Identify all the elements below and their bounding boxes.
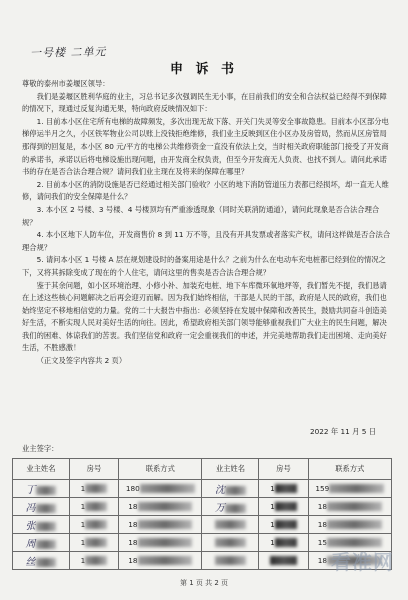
issue-1-paragraph: 1. 目前本小区住宅所有电梯的故障频发，多次出现无故下落、开关门失灵等安全事故隐患。目前本小区部分电梯停运半月之久，小区铁军物业公司以账上没钱拒绝维修，我们业主反映到区住小区办及房管局，然而从区房管局那得到的回复是，本小区 80 元/平方的电梯公共维修资金一直没有依法上交，当时相关政府职能部门接受了开发商的承诺书，承诺以后将电梯设施出现问题，由开发商全权负责，但至今开发商无人负责、也找不到人。请问此承诺书的存在是否合法合理合规？请问我们业主现在及将来的保障在哪里？ <box>22 116 389 177</box>
owner-name-cell <box>202 516 259 534</box>
contact-cell: 15 <box>308 534 391 552</box>
table-row <box>13 480 392 498</box>
redacted-text <box>85 520 107 529</box>
owner-name-cell <box>202 552 259 570</box>
redacted-text <box>36 558 57 567</box>
redacted-text <box>36 522 57 531</box>
redacted-text <box>138 556 193 565</box>
site-watermark: 看准网 <box>331 550 394 574</box>
issue-2-paragraph: 2. 目前本小区的消防设施是否已经通过相关部门验收？小区的地下消防管道压力表都已经损坏，却一直无人维修，请问我们的安全保障是什么？ <box>22 179 389 202</box>
room-cell <box>259 552 308 570</box>
redacted-text <box>138 502 193 511</box>
contact-cell: 18 <box>119 498 202 516</box>
redacted-text <box>225 486 246 495</box>
redacted-text <box>85 484 107 493</box>
owner-name-cell: 张 <box>13 516 70 534</box>
contact-cell: 159 <box>308 480 391 498</box>
redacted-text <box>85 538 107 547</box>
contact-cell: 18 <box>119 534 202 552</box>
redacted-text <box>140 484 195 493</box>
issue-3-paragraph: 3. 本小区 2 号楼、3 号楼、4 号楼顶均有严重渗透现象（同时关联消防通道），请问此现象是否合法合理合规？ <box>22 204 380 227</box>
redacted-text <box>327 520 382 529</box>
header-owner-name: 业主姓名 <box>202 459 259 480</box>
room-cell: 1 <box>259 498 308 516</box>
redacted-text <box>36 504 57 513</box>
room-cell: 1 <box>259 480 308 498</box>
redacted-text <box>138 538 193 547</box>
room-cell: 1 <box>69 498 118 516</box>
header-contact: 联系方式 <box>119 459 202 480</box>
owner-name-cell <box>202 534 259 552</box>
table-row <box>13 516 392 534</box>
issue-4-paragraph: 4. 本小区地下人防车位，开发商售价 8 到 11 万不等，且没有开具发票或者落实产权，请问这样做是否合法合理合规？ <box>22 230 391 252</box>
room-cell: 1 <box>69 480 118 498</box>
redacted-text <box>275 484 297 493</box>
owner-name-cell: 沈 <box>202 480 259 498</box>
contact-cell: 180 <box>119 480 202 498</box>
conclusion-paragraph: 鉴于其余问题，如小区环境治理、小修小补、加装充电桩、地下车库微环氧地坪等，我们暂先不提，我们恳请在上述这些核心问题解决之后再会迎刃而解。因为我们始终相信，干部是人民的干部，政府是人民的政府，我们也始终坚定不移地相信党的力量。党的二十大报告中指出：必须坚持在发展中保障和改善民生，鼓励共同奋斗创造美好生活，不断实现人民对美好生活的向往。因此，希望政府相关部门领导能够重视我们广大业主的民生问题，解决我们的困难、体谅我们的苦衷。我们坚信党和政府一定会重视我们的申述，并完美地帮助我们走出困境、走向美好生活，不胜感激！ <box>22 280 387 353</box>
redacted-text <box>225 504 246 513</box>
intro-paragraph: 我们是姜堰区胜利华庭的业主，习总书记多次强调民生无小事，在目前我们的安全和合法权益已经得不到保障的情况下，现通过反复沟通无果，特向政府反映情况如下： <box>22 91 387 114</box>
page-footer: 第 1 页 共 2 页 <box>179 579 229 587</box>
header-room-number: 房号 <box>259 459 308 480</box>
document-body <box>22 78 392 368</box>
owner-name-cell: 周 <box>13 534 70 552</box>
redacted-text <box>327 502 382 511</box>
room-cell: 1 <box>259 516 308 534</box>
redacted-text <box>85 556 107 565</box>
salutation: 尊敬的泰州市姜堰区领导： <box>22 79 110 88</box>
document-title: 申 诉 书 <box>169 62 239 77</box>
contact-cell: 18 <box>308 498 391 516</box>
signature-label: 业主签字： <box>22 444 59 453</box>
owner-name-cell: 冯 <box>13 498 70 516</box>
room-cell: 1 <box>259 534 308 552</box>
contact-cell: 18 <box>308 516 391 534</box>
page-count-note: （正文及签字内容共 2 页） <box>36 356 127 366</box>
redacted-text <box>36 486 57 495</box>
redacted-text <box>329 484 384 493</box>
room-cell: 1 <box>69 552 118 570</box>
owner-name-cell: 丝 <box>13 552 70 570</box>
table-row <box>13 498 392 516</box>
issue-5-paragraph: 5. 请问本小区 1 号楼 A 层在规划建设时的备案用途是什么？之前为什么在电动车充电桩都已经到位的情况之下，又将其拆除变成了现在的个人住宅，请问这里的售卖是否合法合理合规？ <box>22 255 386 277</box>
contact-cell: 18 <box>119 552 202 570</box>
header-contact: 联系方式 <box>308 459 391 480</box>
room-cell: 1 <box>69 516 118 534</box>
owner-name-cell: 丁 <box>13 480 70 498</box>
redacted-text <box>270 556 297 565</box>
redacted-text <box>275 538 297 547</box>
header-room-number: 房号 <box>69 459 118 480</box>
table-header-row <box>13 459 392 480</box>
redacted-text <box>36 540 57 549</box>
room-cell: 1 <box>69 534 118 552</box>
redacted-text <box>85 502 107 511</box>
redacted-text <box>215 538 246 547</box>
owner-name-cell: 万 <box>202 498 259 516</box>
redacted-text <box>275 520 297 529</box>
document-date: 2022 年 11 月 5 日 <box>310 427 376 436</box>
contact-cell: 18 <box>119 516 202 534</box>
handwritten-unit-note: 一号楼 二单元 <box>29 45 107 60</box>
redacted-text <box>138 520 193 529</box>
redacted-text <box>215 556 246 565</box>
redacted-text <box>275 502 297 511</box>
header-owner-name: 业主姓名 <box>13 459 70 480</box>
contact-cell: 18 <box>308 552 391 570</box>
redacted-text <box>215 520 246 529</box>
